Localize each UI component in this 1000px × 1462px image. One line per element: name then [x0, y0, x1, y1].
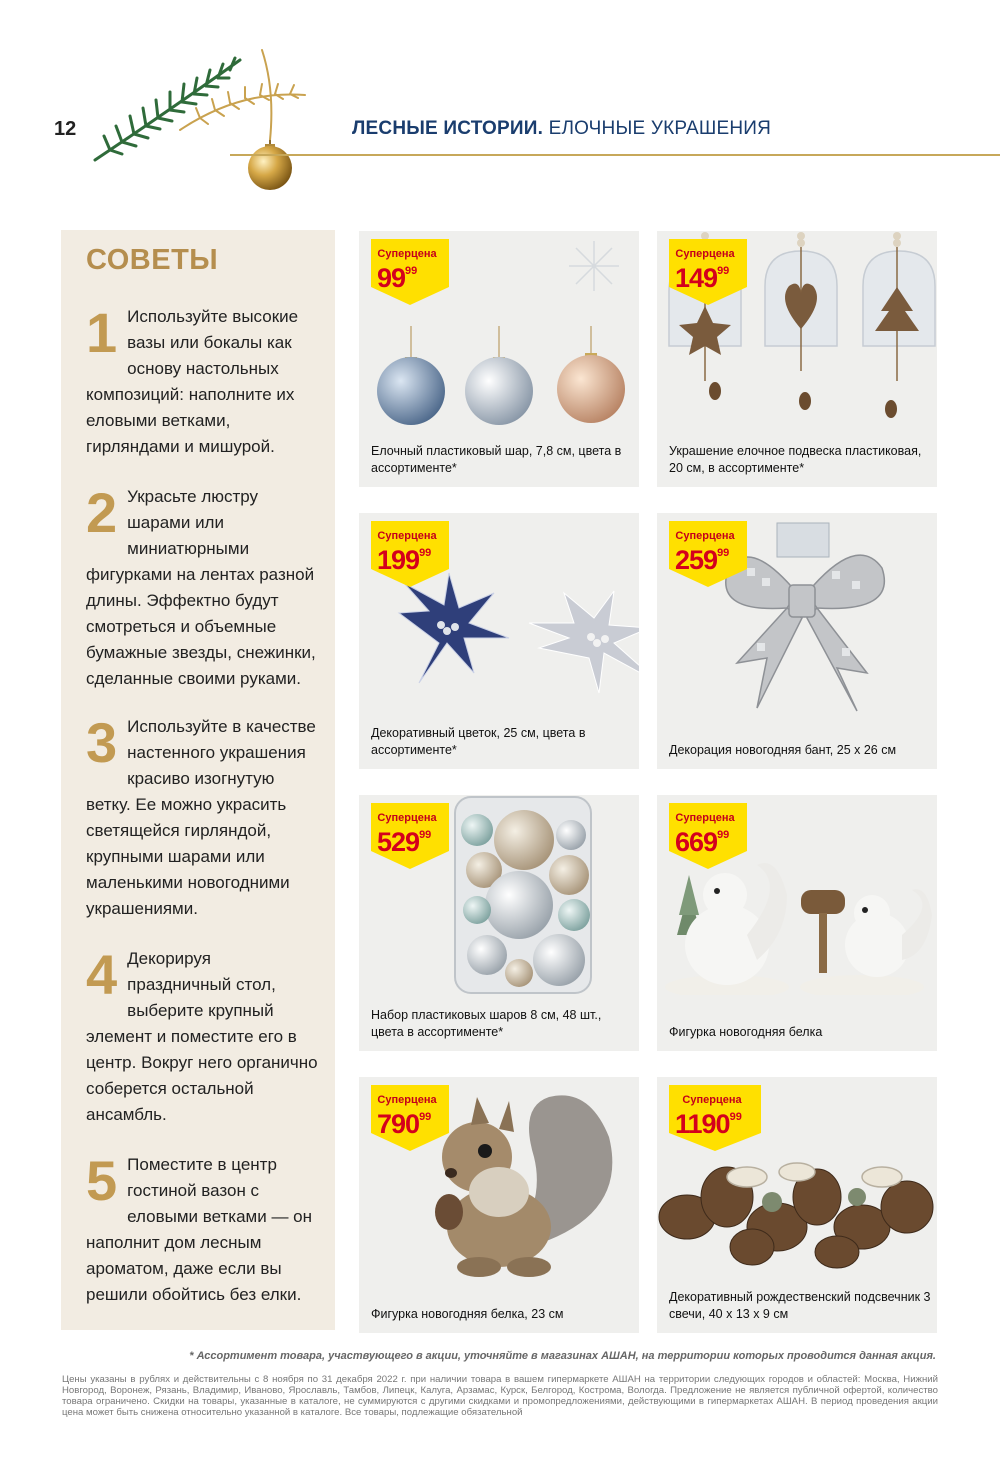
legal-disclaimer: Цены указаны в рублях и действительны с 8 ноября по 31 декабря 2022 г. при наличии товара в вашем гипермаркете АШАН на территории следующих городов и областей: Москва, Нижний Новгород, Воронеж, Рязань, Владимир, Иваново, Ярославль, Тамбов, Липецк, Калуга, Арзамас, Курск, Белгород, Кострома, Вологда. Предложение не является публичной офертой, количество товара ограничено. Скидки на товары, указанные в каталоге, не суммируются с другими скидками и промопредложениями, действующими в гипермаркетах АШАН. В период проведения акции цена может быть снижена относительно указанной в каталоге. Все товары, подлежащие обязательной	[62, 1374, 938, 1418]
price-badge	[371, 521, 449, 587]
price-badge	[669, 1085, 761, 1151]
tip-number: 2	[86, 481, 118, 544]
badge-label: Суперцена	[682, 1094, 742, 1106]
product-card-ornament-ball[interactable]	[359, 231, 639, 487]
product-caption: Декоративный цветок, 25 см, цвета в ассортименте*	[371, 726, 586, 757]
price-value: $149^{99}$	[675, 263, 730, 293]
tip-text: Декорируя праздничный стол, выберите крупный элемент и поместите его в центр. Вокруг него органично соберется остальной ансамбль.	[86, 949, 318, 1124]
header-divider	[230, 154, 1000, 156]
price-value: 1190$^{99}$	[675, 1109, 742, 1139]
price-cents: 99	[419, 547, 432, 559]
product-card-ball-set[interactable]	[359, 795, 639, 1051]
badge-label: Суперцена	[675, 812, 735, 824]
tip-4	[86, 943, 318, 1128]
tip-3	[86, 711, 318, 922]
page-header	[0, 0, 1000, 200]
tip-text: Используйте в качестве настенного украшения красиво изогнутую ветку. Ее можно украсить светящейся гирляндой, крупными шарами или маленькими новогодними украшениями.	[86, 717, 316, 918]
section-title	[352, 118, 771, 140]
price-badge	[669, 521, 747, 587]
price-badge	[669, 239, 747, 305]
fir-branch-ornament-icon	[90, 20, 340, 200]
price-value: $199^{99}$	[377, 545, 432, 575]
price-cents: 99	[419, 1111, 432, 1123]
tips-panel	[61, 230, 335, 1330]
assortment-footnote: * Ассортимент товара, участвующего в акции, уточняйте в магазинах АШАН, на территории которых проводится данная акция.	[189, 1350, 936, 1362]
badge-label: Суперцена	[675, 248, 735, 260]
badge-label: Суперцена	[377, 248, 437, 260]
product-caption: Декорация новогодняя бант, 25 х 26 см	[669, 743, 897, 757]
product-card-squirrel-figurine[interactable]	[657, 795, 937, 1051]
price-cents: 99	[405, 265, 418, 277]
tip-number: 3	[86, 711, 118, 774]
tip-1	[86, 301, 318, 460]
price-cents: 99	[419, 829, 432, 841]
badge-label: Суперцена	[377, 812, 437, 824]
product-caption: Елочный пластиковый шар, 7,8 см, цвета в ассортименте*	[371, 444, 622, 475]
product-caption: Фигурка новогодняя белка, 23 см	[371, 1307, 564, 1321]
price-badge	[371, 803, 449, 869]
tip-text: Используйте высокие вазы или бокалы как основу настольных композиций: наполните их еловыми ветками, гирляндами и мишурой.	[86, 307, 299, 456]
product-card-flower[interactable]	[359, 513, 639, 769]
price-badge	[371, 1085, 449, 1151]
price-cents: 99	[717, 265, 730, 277]
badge-label: Суперцена	[377, 1094, 437, 1106]
tip-number: 4	[86, 943, 118, 1006]
price-value: $99^{99}$	[377, 263, 418, 293]
product-card-bow[interactable]	[657, 513, 937, 769]
price-value: $790^{99}$	[377, 1109, 432, 1139]
tip-2	[86, 481, 318, 692]
tip-text: Украсьте люстру шарами или миниатюрными фигурками на лентах разной длины. Эффектно будут смотреться и объемные бумажные звезды, снежинки, сделанные своими руками.	[86, 487, 316, 688]
price-badge	[371, 239, 449, 305]
price-badge	[669, 803, 747, 869]
product-card-candle-holder[interactable]	[657, 1077, 937, 1333]
page-number: 12	[54, 118, 77, 140]
badge-label: Суперцена	[675, 530, 735, 542]
section-title-bold: ЛЕСНЫЕ ИСТОРИИ.	[352, 118, 544, 139]
product-caption: Декоративный рождественский подсвечник 3 свечи, 40 х 13 х 9 см	[669, 1290, 931, 1321]
price-value: $259^{99}$	[675, 545, 730, 575]
price-cents: 99	[729, 1111, 742, 1123]
tip-text: Поместите в центр гостиной вазон с еловыми ветками — он наполнит дом лесным ароматом, даже если вы решили обойтись без елки.	[86, 1155, 313, 1304]
price-cents: 99	[717, 547, 730, 559]
badge-label: Суперцена	[377, 530, 437, 542]
product-card-squirrel-23cm[interactable]	[359, 1077, 639, 1333]
price-value: $669^{99}$	[675, 827, 730, 857]
price-cents: 99	[717, 829, 730, 841]
product-caption: Украшение елочное подвеска пластиковая, 20 см, в ассортименте*	[669, 444, 922, 475]
tips-title: СОВЕТЫ	[86, 244, 219, 276]
product-card-pendant[interactable]	[657, 231, 937, 487]
price-value: $529^{99}$	[377, 827, 432, 857]
section-title-rest: ЕЛОЧНЫЕ УКРАШЕНИЯ	[543, 118, 772, 139]
tip-number: 1	[86, 301, 118, 364]
product-caption: Фигурка новогодняя белка	[669, 1025, 823, 1039]
tip-number: 5	[86, 1149, 118, 1212]
tip-5	[86, 1149, 318, 1308]
product-caption: Набор пластиковых шаров 8 см, 48 шт., цвета в ассортименте*	[371, 1008, 602, 1039]
